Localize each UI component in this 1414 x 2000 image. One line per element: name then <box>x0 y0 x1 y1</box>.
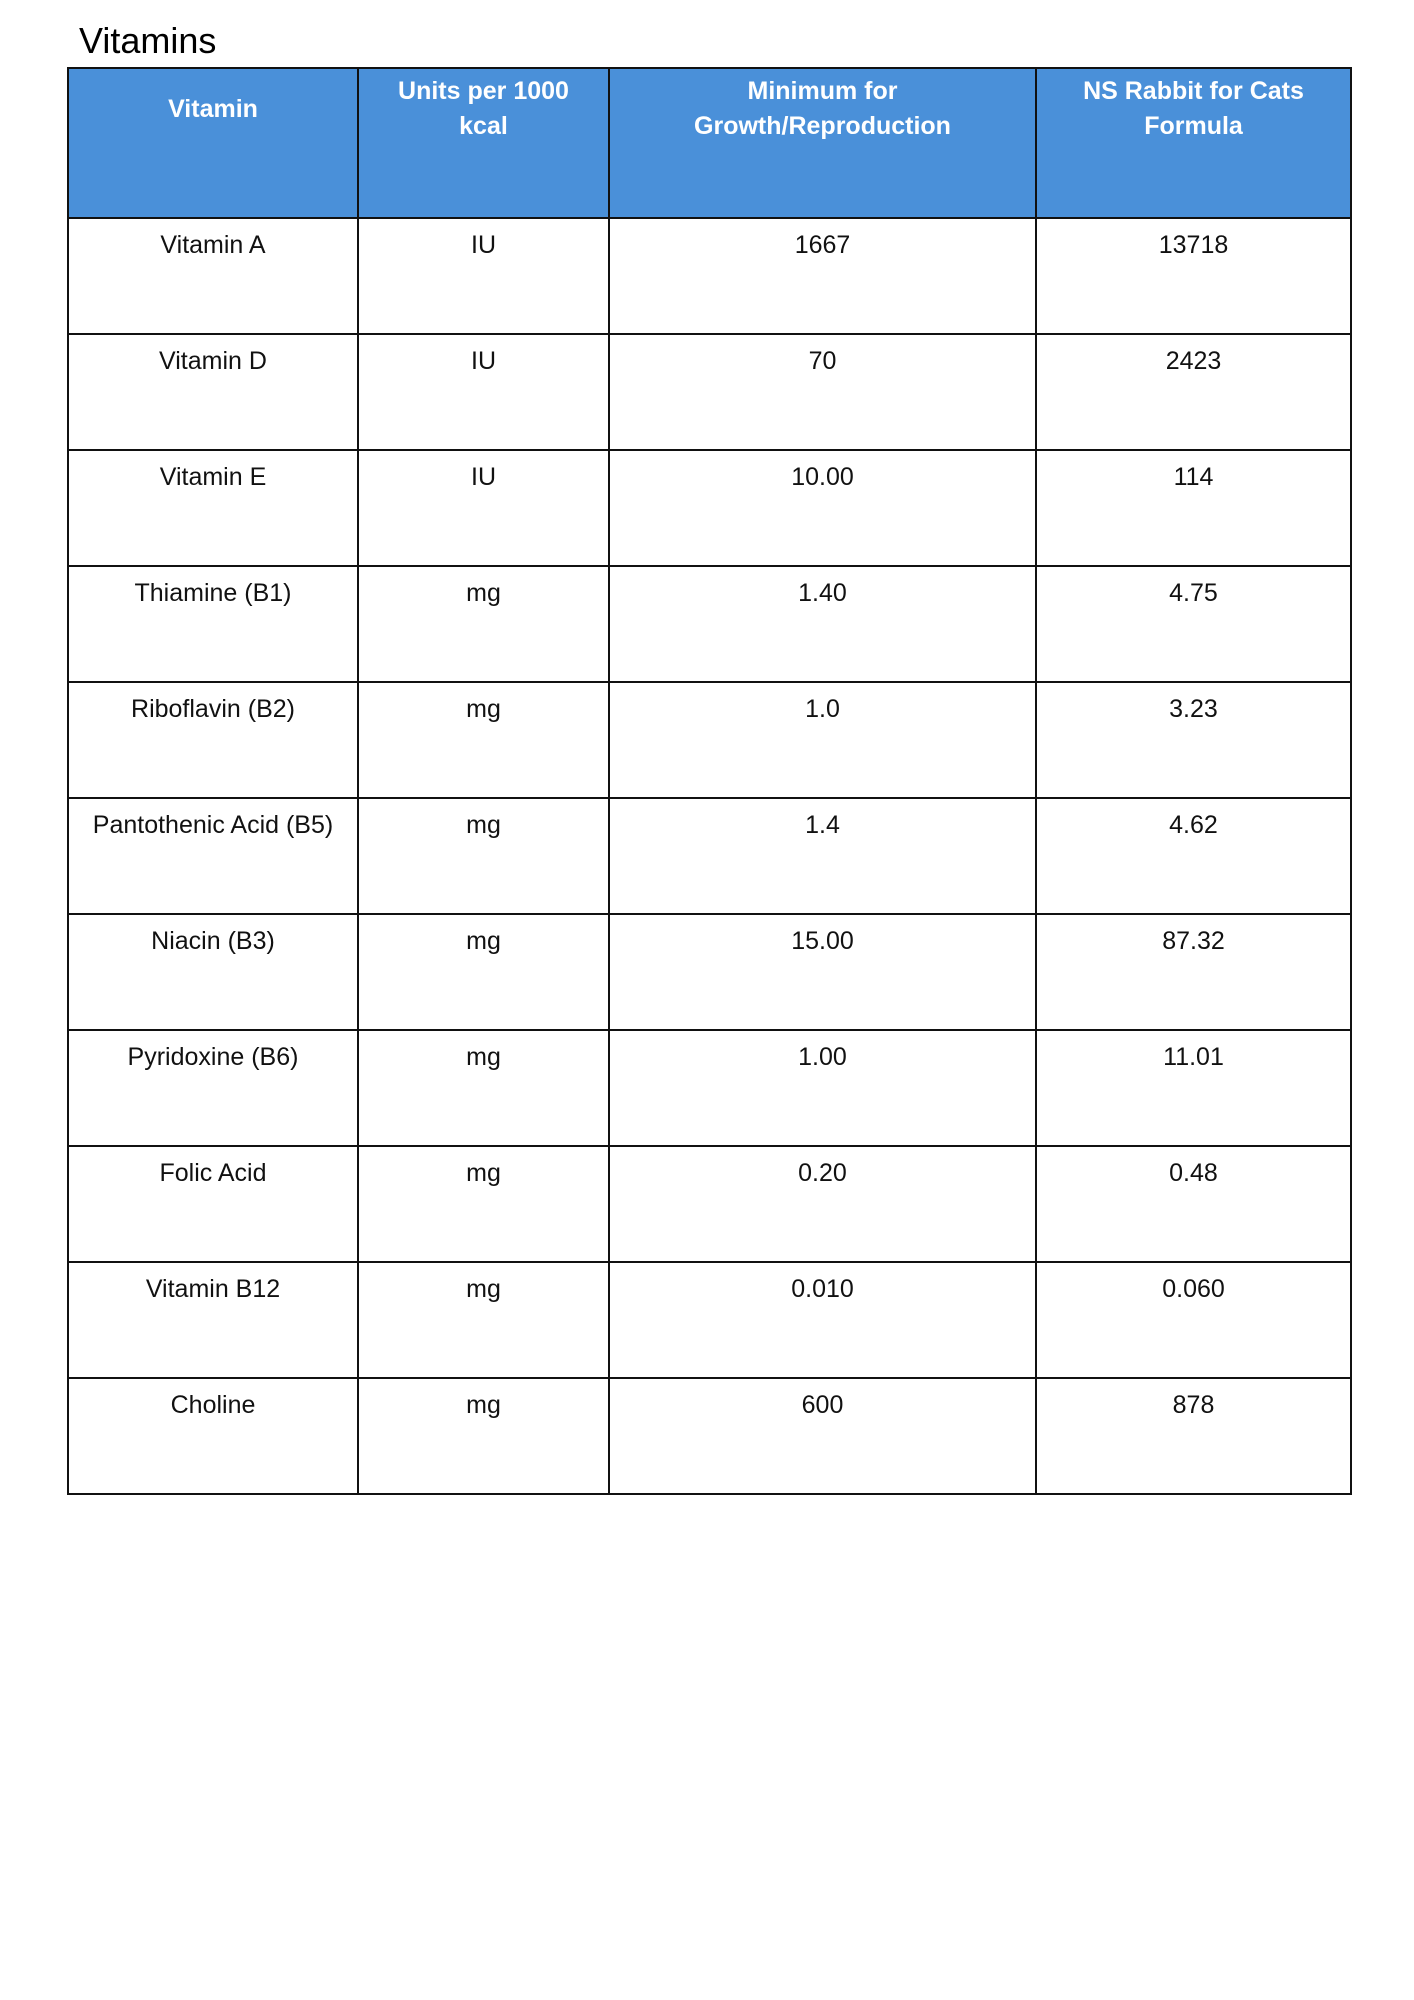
vitamin-name-cell: Vitamin A <box>68 218 358 334</box>
vitamin-name-cell: Thiamine (B1) <box>68 566 358 682</box>
minimum-value-cell: 1667 <box>609 218 1036 334</box>
header-row <box>68 68 1351 218</box>
minimum-value-cell: 1.0 <box>609 682 1036 798</box>
unit-cell: mg <box>358 1378 609 1494</box>
header-formula-line-1: NS Rabbit for Cats <box>1083 77 1304 105</box>
header-minimum-line-2: Growth/Reproduction <box>694 112 951 140</box>
formula-value-cell: 2423 <box>1036 334 1351 450</box>
vitamin-name-cell: Niacin (B3) <box>68 914 358 1030</box>
minimum-value-cell: 70 <box>609 334 1036 450</box>
header-vitamin-label: Vitamin <box>168 95 258 123</box>
unit-cell: mg <box>358 1146 609 1262</box>
table-row <box>68 1030 1351 1146</box>
unit-cell: IU <box>358 218 609 334</box>
vitamins-table <box>67 67 1352 1495</box>
formula-value-cell: 0.48 <box>1036 1146 1351 1262</box>
header-units-line-2: kcal <box>459 112 508 140</box>
table-row <box>68 682 1351 798</box>
formula-value-cell: 4.75 <box>1036 566 1351 682</box>
formula-value-cell: 87.32 <box>1036 914 1351 1030</box>
minimum-value-cell: 15.00 <box>609 914 1036 1030</box>
unit-cell: mg <box>358 566 609 682</box>
table-row <box>68 334 1351 450</box>
unit-cell: IU <box>358 334 609 450</box>
header-formula <box>1036 68 1351 218</box>
unit-cell: mg <box>358 1030 609 1146</box>
table-row <box>68 1262 1351 1378</box>
header-units-line-1: Units per 1000 <box>398 77 569 105</box>
formula-value-cell: 13718 <box>1036 218 1351 334</box>
header-vitamin <box>68 68 358 218</box>
header-minimum <box>609 68 1036 218</box>
vitamin-name-cell: Vitamin E <box>68 450 358 566</box>
table-row <box>68 1146 1351 1262</box>
unit-cell: mg <box>358 682 609 798</box>
vitamin-name-cell: Pyridoxine (B6) <box>68 1030 358 1146</box>
table-row <box>68 450 1351 566</box>
table-row <box>68 566 1351 682</box>
table-row <box>68 1378 1351 1494</box>
minimum-value-cell: 0.20 <box>609 1146 1036 1262</box>
table-row <box>68 798 1351 914</box>
unit-cell: mg <box>358 1262 609 1378</box>
table-row <box>68 218 1351 334</box>
vitamin-name-cell: Vitamin D <box>68 334 358 450</box>
formula-value-cell: 114 <box>1036 450 1351 566</box>
formula-value-cell: 878 <box>1036 1378 1351 1494</box>
table-row <box>68 914 1351 1030</box>
table-body <box>68 218 1351 1494</box>
unit-cell: IU <box>358 450 609 566</box>
formula-value-cell: 4.62 <box>1036 798 1351 914</box>
formula-value-cell: 3.23 <box>1036 682 1351 798</box>
formula-value-cell: 0.060 <box>1036 1262 1351 1378</box>
vitamin-name-cell: Riboflavin (B2) <box>68 682 358 798</box>
page-title: Vitamins <box>79 20 217 61</box>
vitamin-name-cell: Folic Acid <box>68 1146 358 1262</box>
unit-cell: mg <box>358 914 609 1030</box>
header-formula-line-2: Formula <box>1144 112 1243 140</box>
minimum-value-cell: 600 <box>609 1378 1036 1494</box>
minimum-value-cell: 10.00 <box>609 450 1036 566</box>
unit-cell: mg <box>358 798 609 914</box>
vitamin-name-cell: Pantothenic Acid (B5) <box>68 798 358 914</box>
header-units <box>358 68 609 218</box>
minimum-value-cell: 0.010 <box>609 1262 1036 1378</box>
formula-value-cell: 11.01 <box>1036 1030 1351 1146</box>
header-minimum-line-1: Minimum for <box>747 77 898 105</box>
vitamin-name-cell: Choline <box>68 1378 358 1494</box>
vitamin-name-cell: Vitamin B12 <box>68 1262 358 1378</box>
minimum-value-cell: 1.4 <box>609 798 1036 914</box>
minimum-value-cell: 1.00 <box>609 1030 1036 1146</box>
table-header <box>68 68 1351 218</box>
minimum-value-cell: 1.40 <box>609 566 1036 682</box>
